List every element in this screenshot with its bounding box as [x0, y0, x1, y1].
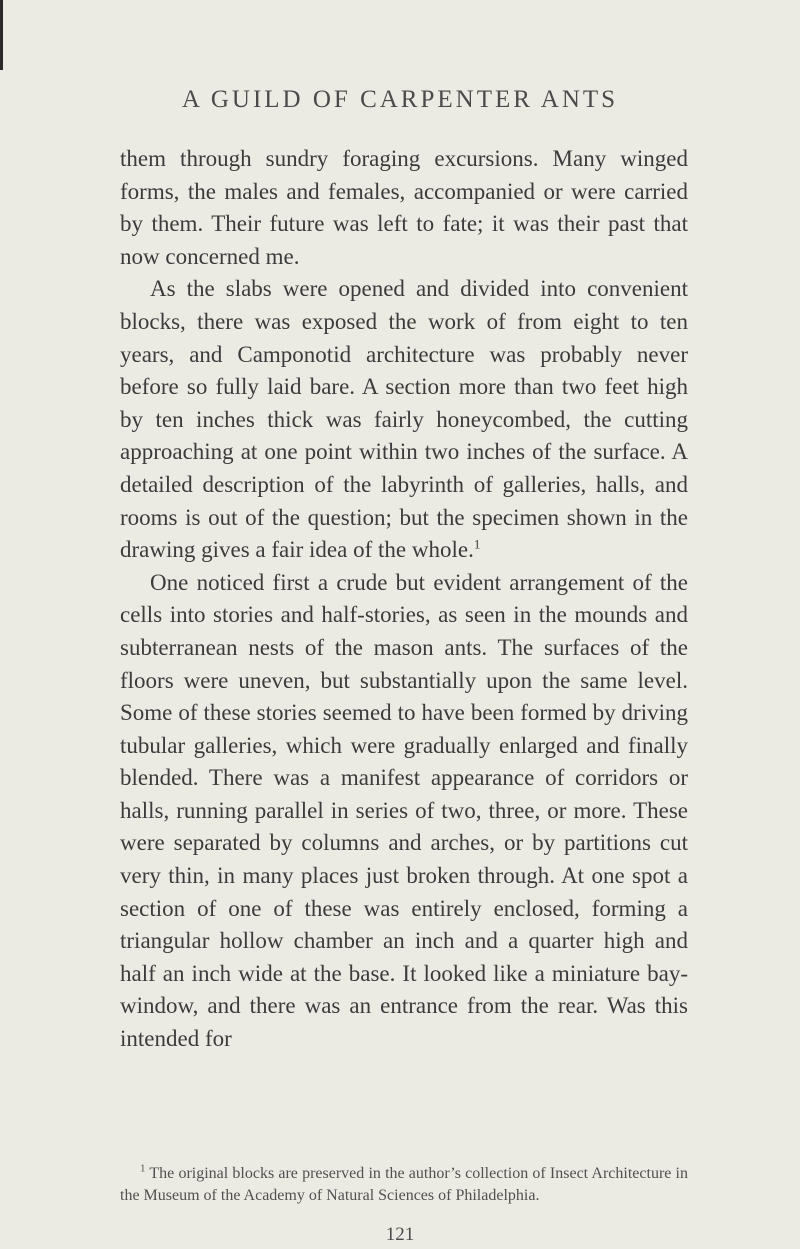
running-head: A GUILD OF CARPENTER ANTS [181, 86, 619, 113]
paragraph: One noticed first a crude but evident arrangement of the cells into stories and half-stories, as seen in the mounds and subterranean nests of the mason ants. The surfaces of the floors were uneven, but substantially upon the same level. Some of these stories seemed to have been formed by driving tubular galleries, which were gradually enlarged and finally blended. There was a manifest appearance of corridors or halls, running parallel in series of two, three, or more. These were separated by columns and arches, or by partitions cut very thin, in many places just broken through. At one spot a section of one of these was entirely enclosed, forming a triangular hollow chamber an inch and a quarter high and half an inch wide at the base. It looked like a miniature bay-window, and there was an entrance from the rear. Was this intended for [120, 569, 688, 1052]
footnote [120, 1163, 688, 1207]
page-edge [0, 0, 3, 70]
page-number: 121 [385, 1224, 415, 1245]
paragraph-continued: them through sundry foraging excursions. Many winged forms, the males and females, accompanied or were carried by them. Their future was left to fate; it was their past that now concerned me. [120, 146, 688, 269]
body-text [120, 143, 688, 1056]
footnote-mark: 1 [140, 1162, 146, 1175]
footnote-reference[interactable]: 1 [473, 536, 481, 552]
paragraph [120, 273, 688, 566]
footnote-text: The original blocks are preserved in the author’s collection of Insect Architecture in the Museum of the Academy of Natural Sciences of Philadelphia. [120, 1165, 688, 1204]
paragraph-text: As the slabs were opened and divided into convenient blocks, there was exposed the work of from eight to ten years, and Camponotid architecture was probably never before so fully laid bare. A section more than two feet high by ten inches thick was fairly honeycombed, the cutting approaching at one point within two inches of the surface. A detailed description of the labyrinth of galleries, halls, and rooms is out of the question; but the specimen shown in the drawing gives a fair idea of the whole. [120, 276, 688, 563]
